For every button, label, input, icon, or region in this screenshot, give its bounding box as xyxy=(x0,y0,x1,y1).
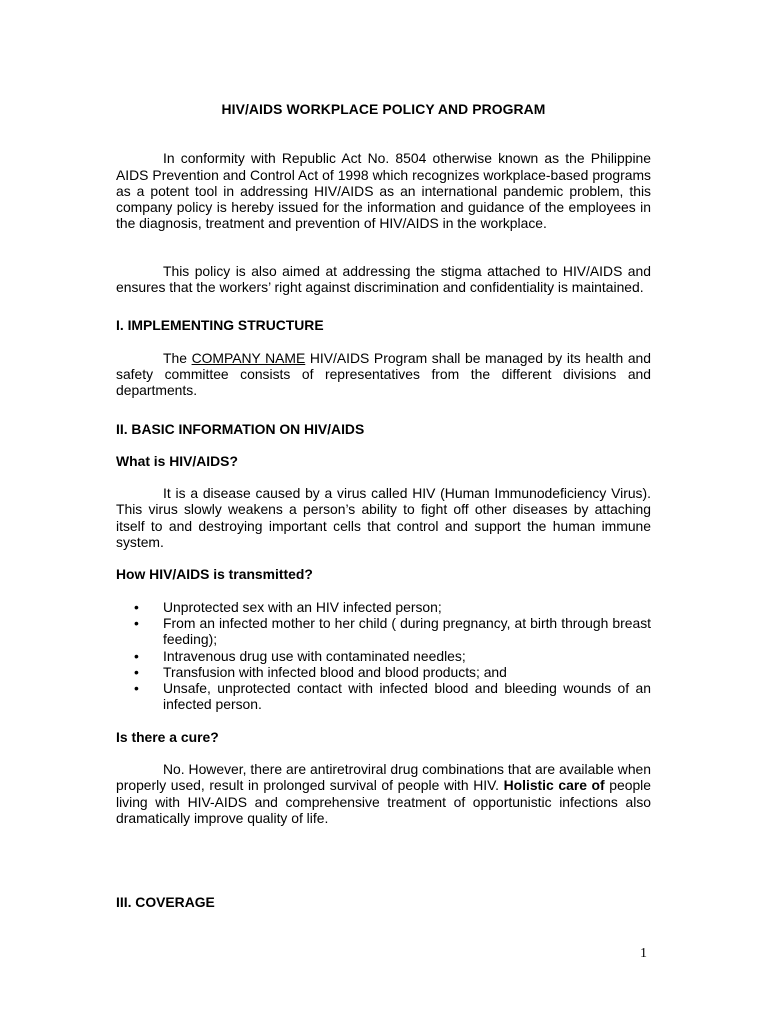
cure-answer-prefix: No. However, there are antiretroviral drug combinations that are available when properly used, result in prolonged survival of people with HIV. xyxy=(116,761,651,794)
document-title: HIV/AIDS WORKPLACE POLICY AND PROGRAM xyxy=(221,101,546,117)
bullet-icon: • xyxy=(134,614,139,631)
intro-paragraph-2: This policy is also aimed at addressing the stigma attached to HIV/AIDS and ensures that the workers’ right against discrimination and confidentiality is maintained. xyxy=(116,262,651,296)
implementing-prefix: The xyxy=(163,349,192,366)
list-item-text: Transfusion with infected blood and blood products; and xyxy=(163,663,507,680)
list-item xyxy=(116,680,651,713)
bullet-icon: • xyxy=(134,647,139,664)
list-item xyxy=(116,664,651,680)
bullet-icon: • xyxy=(134,680,139,697)
section-heading-basic-information: II. BASIC INFORMATION ON HIV/AIDS xyxy=(116,420,365,437)
bullet-icon: • xyxy=(134,598,139,615)
section-heading-coverage: III. COVERAGE xyxy=(116,894,215,911)
list-item-text: Unprotected sex with an HIV infected person; xyxy=(163,598,442,615)
intro-paragraph-1: In conformity with Republic Act No. 8504 otherwise known as the Philippine AIDS Prevention and Control Act of 1998 which recognizes workplace-based programs as a potent tool in addressing HIV/AIDS as an international pandemic problem, this company policy is hereby issued for the information and guidance of the employees in the diagnosis, treatment and prevention of HIV/AIDS in the workplace. xyxy=(116,150,651,232)
list-item-text: From an infected mother to her child ( during pregnancy, at birth through breast feeding); xyxy=(163,614,651,648)
question-what-is-hiv: What is HIV/AIDS? xyxy=(116,452,238,469)
transmission-list xyxy=(116,599,651,713)
list-item xyxy=(116,648,651,664)
cure-answer-bold: Holistic care of xyxy=(503,777,605,794)
list-item xyxy=(116,599,651,615)
cure-answer-suffix: people living with HIV-AIDS and comprehensive treatment of opportunistic infections also dramatically improve quality of life. xyxy=(116,777,651,826)
page-number: 1 xyxy=(640,946,647,961)
bullet-icon: • xyxy=(134,663,139,680)
implementing-structure-paragraph xyxy=(116,350,651,399)
answer-is-there-a-cure xyxy=(116,761,651,826)
list-item xyxy=(116,615,651,648)
company-name-placeholder: COMPANY NAME xyxy=(191,349,306,366)
question-is-there-a-cure: Is there a cure? xyxy=(116,728,219,745)
list-item-text: Unsafe, unprotected contact with infected blood and bleeding wounds of an infected person. xyxy=(163,680,651,713)
section-heading-implementing-structure: I. IMPLEMENTING STRUCTURE xyxy=(116,317,324,334)
document-body xyxy=(116,100,651,911)
implementing-suffix: HIV/AIDS Program shall be managed by its health and safety committee consists of representatives from the different divisions and departments. xyxy=(116,349,651,399)
list-item-text: Intravenous drug use with contaminated needles; xyxy=(163,647,466,664)
question-how-transmitted: How HIV/AIDS is transmitted? xyxy=(116,566,313,583)
answer-what-is-hiv: It is a disease caused by a virus called HIV (Human Immunodeficiency Virus). This virus slowly weakens a person’s ability to fight off other diseases by attaching itself to and destroying important cells that control and support the human immune system. xyxy=(116,485,651,551)
